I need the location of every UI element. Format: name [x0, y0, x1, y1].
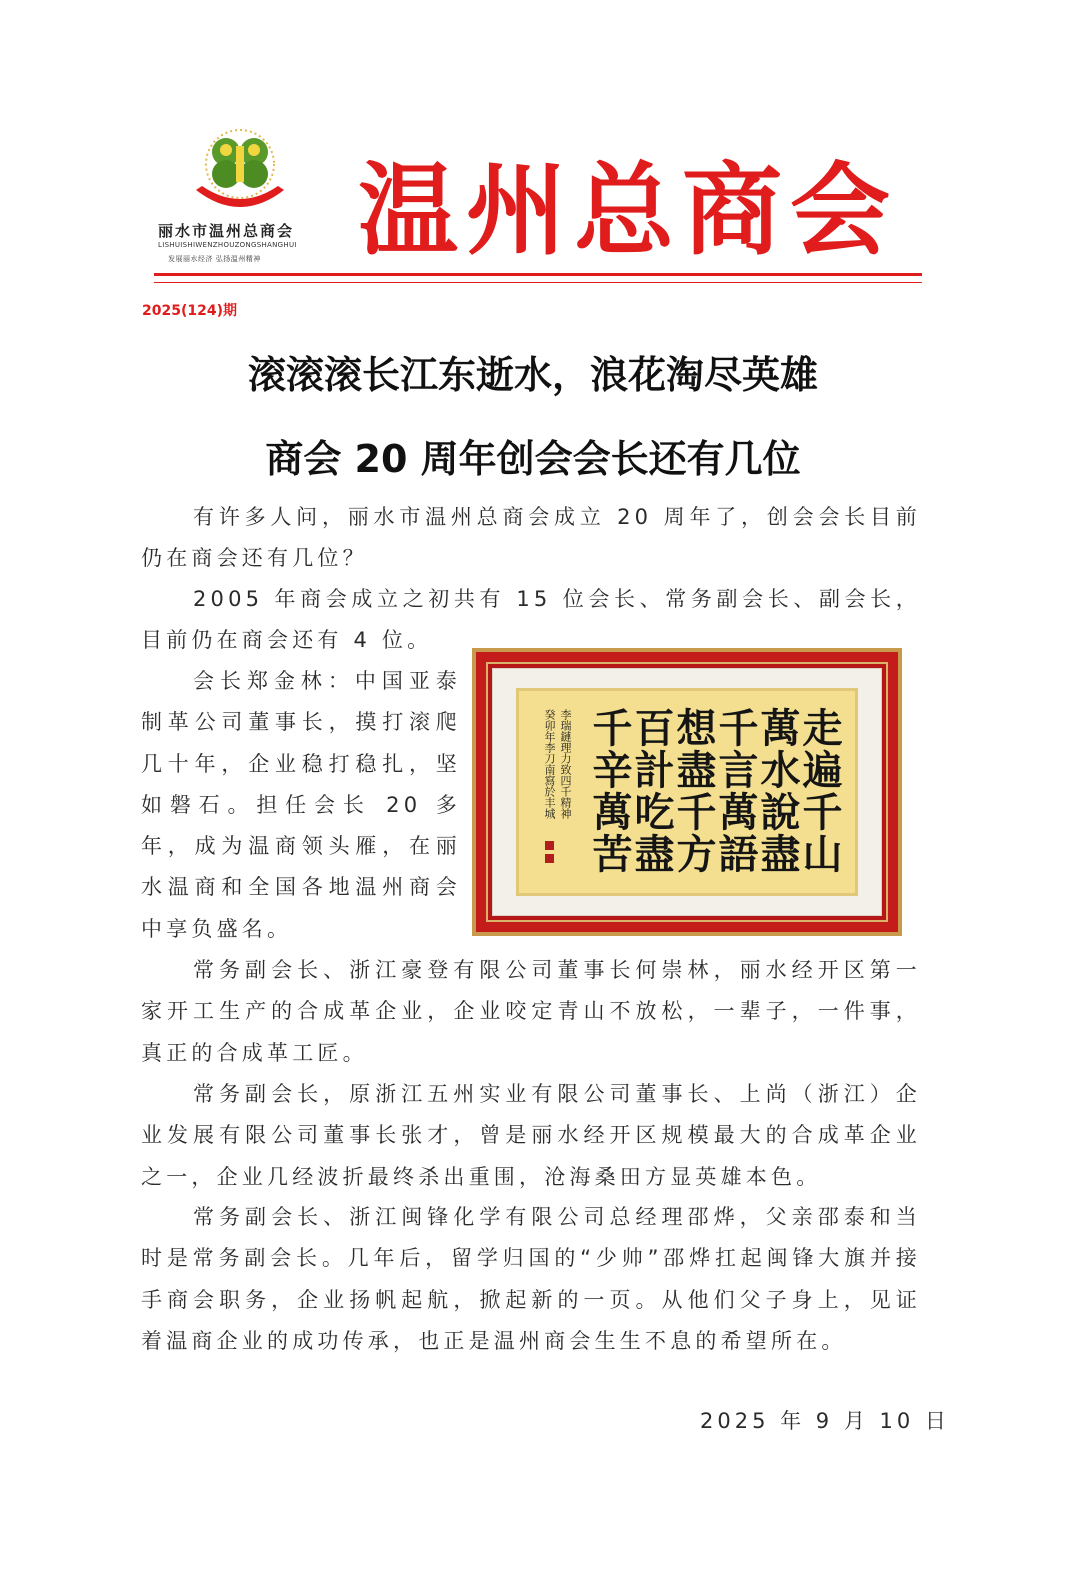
paragraph-vice-president-1: 常务副会长、浙江豪登有限公司董事长何崇林，丽水经开区第一家开工生产的合成革企业，企业咬定青山不放松，一辈子，一件事，真正的合成革工匠。 — [141, 958, 921, 1065]
logo-slogan: 发展丽水经济 弘扬温州精神 — [168, 255, 261, 263]
framed-calligraphy-image — [472, 648, 902, 936]
chamber-logo — [150, 128, 330, 273]
article-title-line-1: 滚滚滚长江东逝水，浪花淘尽英雄 — [247, 353, 818, 397]
issue-number: 2025(124)期 — [142, 303, 237, 319]
calligraphy-column-4: 想盡千方 — [670, 707, 717, 875]
article-title-line-2: 商会 20 周年创会会长还有几位 — [265, 437, 801, 481]
paragraph-vice-president-2: 常务副会长，原浙江五州实业有限公司董事长、上尚（浙江）企业发展有限公司董事长张才，曾是丽水经开区规模最大的合成革企业之一，企业几经波折最终杀出重围，沧海桑田方显英雄本色。 — [141, 1082, 921, 1189]
publish-date: 2025 年 9 月 10 日 — [700, 1409, 950, 1433]
logo-pinyin: LISHUISHIWENZHOUZONGSHANGHUI — [158, 241, 297, 249]
masthead-title: 温州总商会 — [358, 151, 898, 269]
clover-emblem-icon — [192, 128, 288, 218]
header-rule-thin — [154, 282, 922, 283]
paragraph-intro: 有许多人问，丽水市温州总商会成立 20 周年了，创会会长目前仍在商会还有几位？ — [141, 505, 921, 571]
calligraphy-inscription-2: 癸卯年李刀南寫於丰城 — [543, 709, 556, 819]
paragraph-count: 2005 年商会成立之初共有 15 位会长、常务副会长、副会长，目前仍在商会还有 4 位。 — [141, 587, 921, 653]
logo-name: 丽水市温州总商会 — [158, 222, 295, 240]
calligraphy-column-2: 萬水說盡 — [754, 707, 801, 875]
seal-stamp-icon — [545, 854, 554, 863]
calligraphy-column-6: 千辛萬苦 — [586, 707, 633, 875]
calligraphy-column-1: 走遍千山 — [796, 707, 843, 875]
calligraphy-paper — [516, 688, 858, 896]
header-rule — [154, 273, 922, 276]
paragraph-president: 会长郑金林：中国亚泰制革公司董事长，摸打滚爬几十年，企业稳打稳扎，坚如磐石。担任会长 20 多年，成为温商领头雁，在丽水温商和全国各地温州商会中享负盛名。 — [141, 669, 461, 941]
calligraphy-column-5: 百計吃盡 — [628, 707, 675, 875]
seal-stamp-icon — [545, 841, 554, 850]
paragraph-vice-president-3: 常务副会长、浙江闽锋化学有限公司总经理邵烨，父亲邵泰和当时是常务副会长。几年后，留学归国的“少帅”邵烨扛起闽锋大旗并接手商会职务，企业扬帆起航，掀起新的一页。从他们父子身上，见证着温商企业的成功传承，也正是温州商会生生不息的希望所在。 — [141, 1205, 921, 1353]
calligraphy-column-3: 千言萬語 — [712, 707, 759, 875]
calligraphy-inscription-1: 李瑞鏈理力致四千精神 — [559, 709, 572, 819]
